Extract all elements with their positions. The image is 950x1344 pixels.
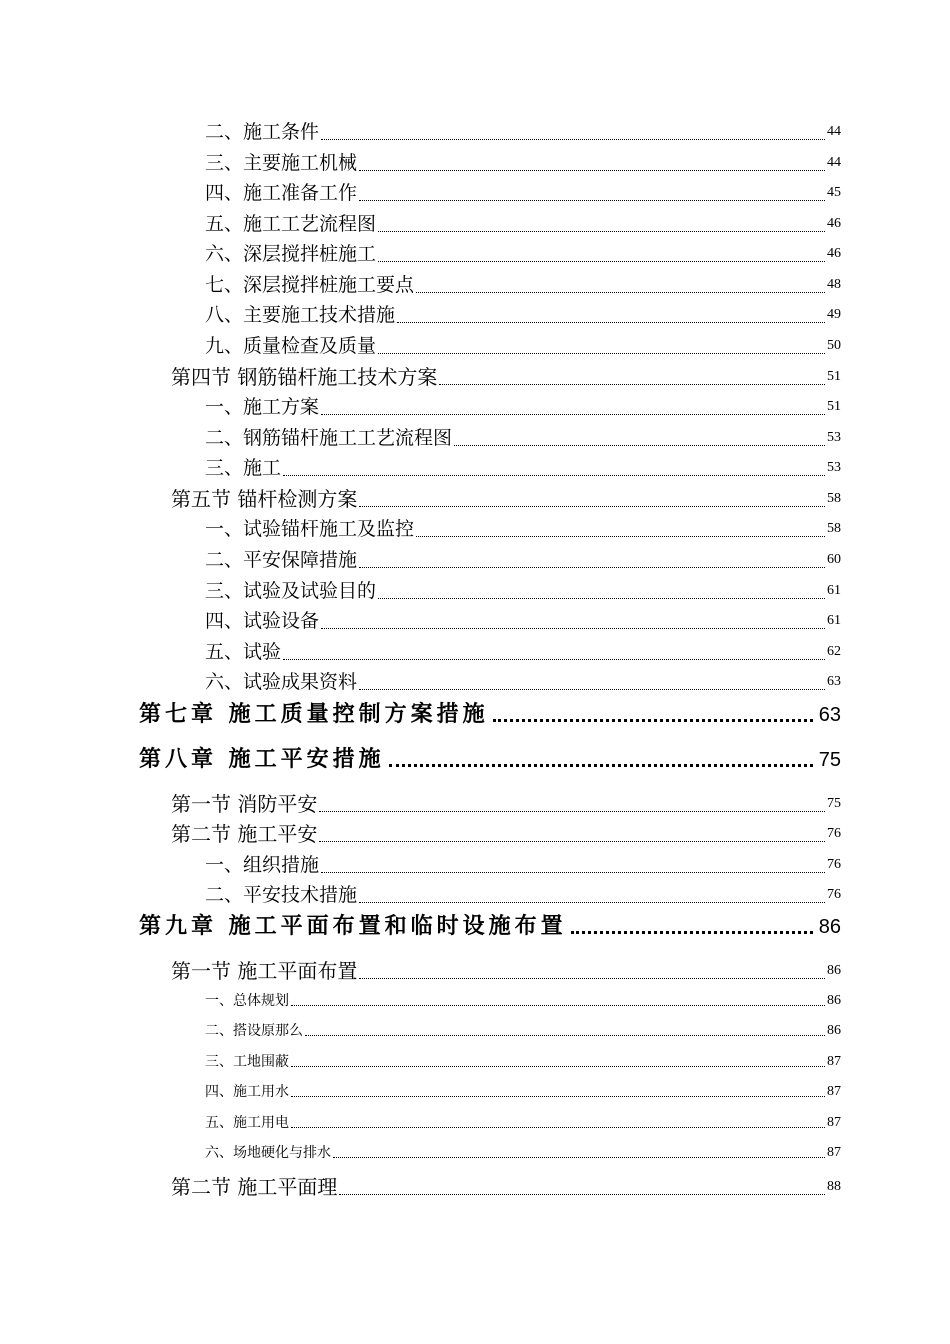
toc-entry-page: 88 <box>827 1179 841 1194</box>
toc-entry[interactable] <box>0 1021 841 1041</box>
toc-leader <box>291 1005 825 1006</box>
toc-leader <box>359 200 825 201</box>
toc-entry-title: 七、深层搅拌桩施工要点 <box>205 274 415 296</box>
toc-leader <box>397 322 825 323</box>
toc-entry-page: 44 <box>827 124 841 139</box>
toc-leader <box>378 261 825 262</box>
toc-entry[interactable] <box>0 608 841 634</box>
toc-entry[interactable] <box>0 991 841 1011</box>
toc-entry[interactable] <box>0 302 841 328</box>
toc-entry-title: 四、施工用水 <box>205 1084 289 1100</box>
toc-entry[interactable] <box>0 1052 841 1072</box>
toc-leader <box>333 1157 825 1158</box>
toc-entry-page: 45 <box>827 185 841 200</box>
toc-leader <box>283 475 825 476</box>
toc-entry-page: 87 <box>827 1115 841 1130</box>
toc-leader <box>339 1194 825 1195</box>
toc-entry-page: 51 <box>827 369 841 384</box>
toc-leader <box>359 902 825 903</box>
toc-entry[interactable] <box>0 211 841 237</box>
toc-entry-title: 第九章 施工平面布置和临时设施布置 <box>139 914 567 939</box>
toc-entry-title: 四、施工准备工作 <box>205 182 358 204</box>
toc-entry-page: 76 <box>827 857 841 872</box>
toc-entry-title: 八、主要施工技术措施 <box>205 304 396 326</box>
toc-entry-title: 五、试验 <box>205 641 282 663</box>
toc-entry-title: 一、总体规划 <box>205 993 289 1009</box>
toc-entry-page: 46 <box>827 216 841 231</box>
toc-entry[interactable] <box>0 241 841 267</box>
toc-entry-title: 四、试验设备 <box>205 610 320 632</box>
toc-entry-title: 三、试验及试验目的 <box>205 580 377 602</box>
toc-entry-page: 51 <box>827 399 841 414</box>
toc-entry-page: 60 <box>827 552 841 567</box>
toc-leader <box>359 170 825 171</box>
toc-entry-title: 第四节 钢筋锚杆施工技术方案 <box>171 365 438 389</box>
toc-entry-page: 75 <box>818 749 841 771</box>
toc-entry-title: 一、试验锚杆施工及监控 <box>205 518 415 540</box>
toc-entry-page: 86 <box>827 1023 841 1038</box>
toc-entry-title: 九、质量检查及质量 <box>205 335 377 357</box>
toc-entry[interactable] <box>0 486 841 512</box>
toc-entry-page: 76 <box>827 887 841 902</box>
toc-entry-title: 第五节 锚杆检测方案 <box>171 487 358 511</box>
toc-entry-page: 44 <box>827 155 841 170</box>
toc-leader <box>319 841 825 842</box>
toc-entry-title: 五、施工用电 <box>205 1115 289 1131</box>
toc-leader <box>439 384 825 385</box>
toc-leader <box>571 931 813 934</box>
toc-leader <box>283 659 825 660</box>
toc-leader <box>319 811 825 812</box>
toc-leader <box>291 1127 825 1128</box>
toc-entry-title: 三、主要施工机械 <box>205 152 358 174</box>
toc-entry[interactable] <box>0 455 841 481</box>
toc-entry-title: 二、平安保障措施 <box>205 549 358 571</box>
toc-leader <box>389 764 813 767</box>
toc-entry[interactable] <box>0 821 841 847</box>
toc-entry[interactable] <box>0 669 841 695</box>
toc-entry[interactable] <box>0 364 841 390</box>
toc-leader <box>321 872 825 873</box>
toc-leader <box>416 292 825 293</box>
toc-entry[interactable] <box>0 150 841 176</box>
toc-entry-title: 一、施工方案 <box>205 396 320 418</box>
toc-entry-title: 五、施工工艺流程图 <box>205 213 377 235</box>
toc-entry-title: 三、工地围蔽 <box>205 1054 289 1070</box>
toc-entry-page: 86 <box>827 993 841 1008</box>
toc-entry-title: 第二节 施工平面理 <box>171 1175 338 1199</box>
toc-leader <box>321 414 825 415</box>
toc-entry-title: 第一节 消防平安 <box>171 792 318 816</box>
toc-entry[interactable] <box>0 333 841 359</box>
toc-entry[interactable] <box>0 1113 841 1133</box>
toc-leader <box>493 719 813 722</box>
toc-entry-title: 二、平安技术措施 <box>205 884 358 906</box>
toc-entry-title: 二、搭设原那么 <box>205 1023 303 1039</box>
toc-entry-page: 87 <box>827 1084 841 1099</box>
toc-entry-title: 第七章 施工质量控制方案措施 <box>139 702 489 727</box>
toc-entry[interactable] <box>0 1082 841 1102</box>
toc-entry-title: 第一节 施工平面布置 <box>171 959 358 983</box>
toc-leader <box>378 353 825 354</box>
toc-entry[interactable] <box>0 425 841 451</box>
toc-leader <box>378 231 825 232</box>
toc-entry[interactable] <box>0 852 841 878</box>
toc-entry-page: 53 <box>827 460 841 475</box>
toc-chapter-entry[interactable] <box>0 746 841 774</box>
toc-entry-page: 58 <box>827 491 841 506</box>
toc-entry-page: 58 <box>827 521 841 536</box>
toc-leader <box>454 445 825 446</box>
toc-entry-title: 二、钢筋锚杆施工工艺流程图 <box>205 427 453 449</box>
toc-entry[interactable] <box>0 882 841 908</box>
toc-entry-page: 53 <box>827 430 841 445</box>
toc-entry-page: 62 <box>827 644 841 659</box>
toc-entry[interactable] <box>0 639 841 665</box>
toc-entry-page: 86 <box>818 916 841 938</box>
toc-entry[interactable] <box>0 578 841 604</box>
toc-entry-page: 87 <box>827 1054 841 1069</box>
toc-leader <box>321 628 825 629</box>
toc-entry-title: 三、施工 <box>205 457 282 479</box>
toc-entry[interactable] <box>0 272 841 298</box>
toc-entry-page: 48 <box>827 277 841 292</box>
toc-chapter-entry[interactable] <box>0 913 841 941</box>
toc-entry-title: 二、施工条件 <box>205 121 320 143</box>
toc-entry[interactable] <box>0 1143 841 1163</box>
toc-chapter-entry[interactable] <box>0 701 841 729</box>
toc-entry-page: 63 <box>827 674 841 689</box>
toc-leader <box>321 139 825 140</box>
toc-entry-page: 86 <box>827 963 841 978</box>
toc-leader <box>291 1066 825 1067</box>
toc-entry[interactable] <box>0 791 841 817</box>
toc-entry-page: 50 <box>827 338 841 353</box>
toc-leader <box>416 536 825 537</box>
toc-entry-page: 76 <box>827 826 841 841</box>
toc-entry-page: 49 <box>827 307 841 322</box>
toc-entry-title: 六、场地硬化与排水 <box>205 1145 331 1161</box>
toc-entry-title: 六、试验成果资料 <box>205 671 358 693</box>
toc-leader <box>378 598 825 599</box>
toc-entry[interactable] <box>0 516 841 542</box>
toc-entry-title: 第八章 施工平安措施 <box>139 747 385 772</box>
toc-entry[interactable] <box>0 547 841 573</box>
toc-entry-page: 61 <box>827 613 841 628</box>
toc-entry-page: 75 <box>827 796 841 811</box>
toc-entry-title: 第二节 施工平安 <box>171 822 318 846</box>
toc-entry-page: 87 <box>827 1145 841 1160</box>
toc-entry-title: 六、深层搅拌桩施工 <box>205 243 377 265</box>
toc-leader <box>359 506 825 507</box>
toc-entry[interactable] <box>0 180 841 206</box>
toc-leader <box>305 1035 825 1036</box>
toc-leader <box>359 567 825 568</box>
toc-entry-page: 46 <box>827 246 841 261</box>
toc-entry-page: 63 <box>818 704 841 726</box>
toc-entry-title: 一、组织措施 <box>205 854 320 876</box>
toc-entry[interactable] <box>0 119 841 145</box>
toc-entry[interactable] <box>0 958 841 984</box>
toc-entry-page: 61 <box>827 583 841 598</box>
toc-leader <box>359 978 825 979</box>
toc-leader <box>291 1096 825 1097</box>
toc-leader <box>359 689 825 690</box>
toc-entry[interactable] <box>0 1174 841 1200</box>
toc-entry[interactable] <box>0 394 841 420</box>
